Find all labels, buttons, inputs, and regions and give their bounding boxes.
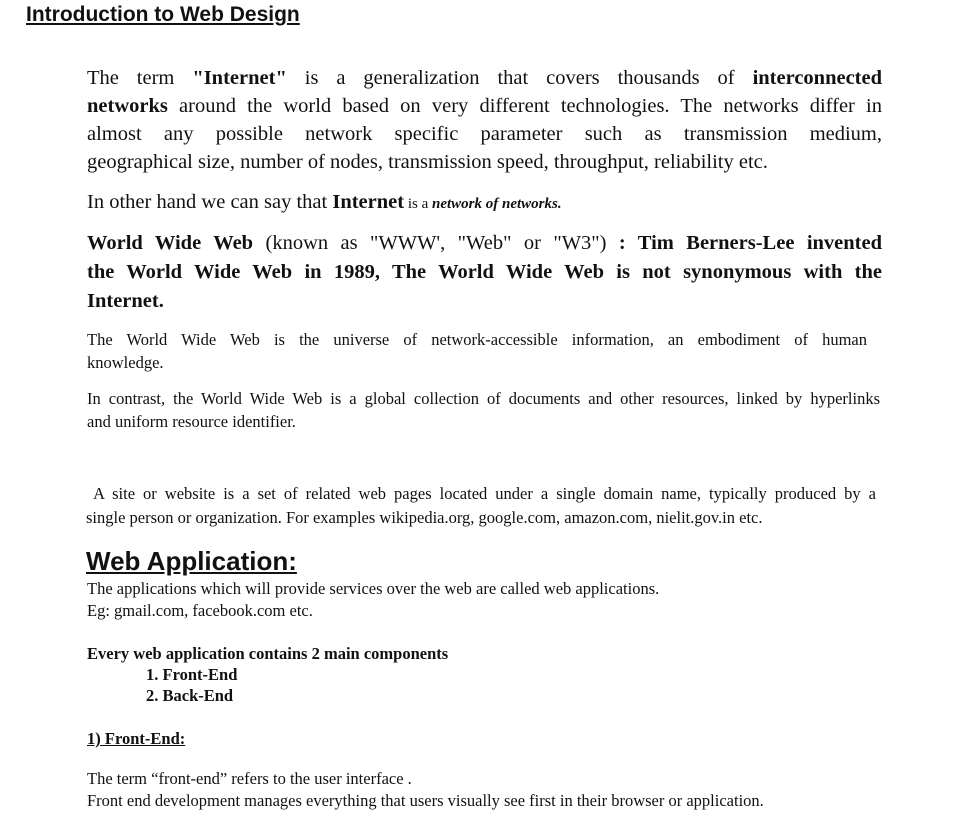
- networks-term: networks: [87, 95, 168, 117]
- front-end-heading: 1) Front-End:: [87, 729, 186, 748]
- web-application-desc-line-2: Eg: gmail.com, facebook.com etc.: [87, 601, 313, 620]
- internet-definition-paragraph: [87, 64, 882, 176]
- web-application-desc-line-1: The applications which will provide services over the web are called web applications.: [87, 579, 660, 598]
- www-line-1: [87, 229, 882, 258]
- list-item: 1. Front-End: [146, 665, 238, 684]
- website-paragraph: [86, 482, 876, 530]
- network-of-networks-term: network of networks.: [432, 196, 562, 212]
- universe-line-1: The World Wide Web is the universe of network-accessible information, an embodiment of human: [87, 330, 867, 349]
- web-application-description: [87, 578, 659, 622]
- site-line-2: single person or organization. For examples wikipedia.org, google.com, amazon.com, nielit.gov.in etc.: [86, 508, 763, 527]
- front-end-line-1: The term “front-end” refers to the user interface .: [87, 769, 412, 788]
- contrast-line-2: and uniform resource identifier.: [87, 412, 296, 431]
- intro-line-4: geographical size, number of nodes, transmission speed, throughput, reliability etc.: [87, 151, 768, 173]
- web-application-heading: Web Application:: [86, 546, 297, 576]
- www-line-2: the World Wide Web in 1989, The World Wide Web is not synonymous with the: [87, 261, 882, 283]
- intro-line-3: almost any possible network specific parameter such as transmission medium,: [87, 123, 882, 145]
- components-list: [146, 664, 237, 706]
- world-wide-web-paragraph: [87, 229, 882, 316]
- text-run-bold: : Tim Berners-Lee invented: [618, 232, 882, 254]
- intro-line-2: [87, 92, 882, 120]
- interconnected-term: interconnected: [752, 67, 882, 89]
- text-run: The term: [87, 67, 193, 89]
- www-line-3: Internet.: [87, 290, 164, 312]
- front-end-description: [87, 768, 764, 812]
- www-term: World Wide Web: [87, 232, 254, 254]
- www-universe-paragraph: [87, 328, 867, 374]
- text-run: (known as "WWW', "Web" or "W3"): [253, 232, 619, 254]
- internet-term: "Internet": [192, 67, 287, 89]
- www-contrast-paragraph: [87, 387, 880, 433]
- text-run: around the world based on very different technologies. The networks differ in: [167, 95, 882, 117]
- list-item: 2. Back-End: [146, 686, 234, 705]
- text-run: is a generalization that covers thousands of: [286, 67, 753, 89]
- site-line-1: A site or website is a set of related web pages located under a single domain name, typically produced by a: [86, 484, 876, 503]
- contrast-line-1: In contrast, the World Wide Web is a global collection of documents and other resources, linked by hyperlinks: [87, 389, 880, 408]
- internet-term: Internet: [332, 191, 405, 213]
- intro-line-1: [87, 64, 882, 92]
- text-run: In other hand we can say that: [87, 191, 333, 213]
- network-of-networks-paragraph: [87, 188, 882, 218]
- universe-line-2: knowledge.: [87, 353, 164, 372]
- document-title: Introduction to Web Design: [26, 3, 300, 26]
- components-title: Every web application contains 2 main components: [87, 644, 449, 663]
- front-end-line-2: Front end development manages everything that users visually see first in their browser or application.: [87, 791, 764, 810]
- text-run: is a: [404, 196, 432, 212]
